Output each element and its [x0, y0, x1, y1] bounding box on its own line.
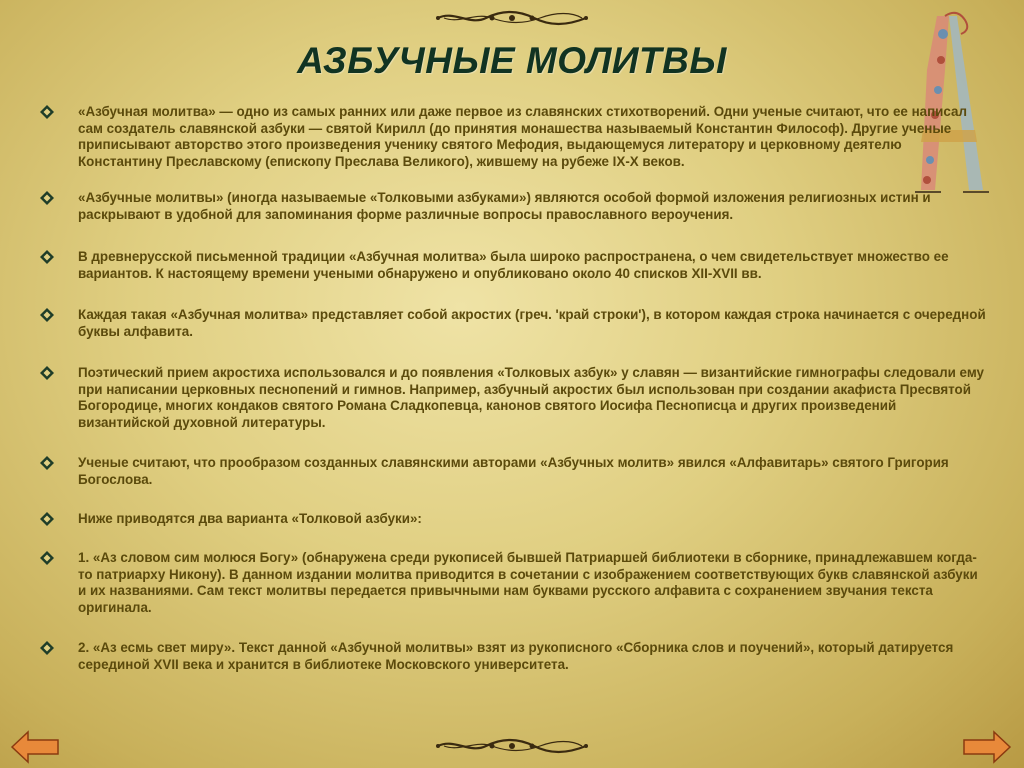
list-item-text: В древнерусской письменной традиции «Азбучная молитва» была широко распространена, о чем свидетельствует множество ее вариантов. К настоящему времени учеными обнаружено и опубликовано около 40 списков XII-XVII вв.	[78, 249, 949, 281]
list-item	[40, 455, 988, 511]
diamond-bullet-icon	[40, 641, 54, 655]
diamond-bullet-icon	[40, 250, 54, 264]
diamond-bullet-icon	[40, 512, 54, 526]
scroll-ornament-icon	[434, 8, 590, 28]
bullet-list	[40, 104, 988, 680]
list-item-text: Ниже приводятся два варианта «Толковой азбуки»:	[78, 511, 422, 526]
list-item	[40, 365, 988, 455]
list-item-text: Ученые считают, что прообразом созданных славянскими авторами «Азбучных молитв» явился «Алфавитарь» святого Григория Богослова.	[78, 455, 949, 487]
list-item	[40, 104, 988, 190]
arrow-right-icon[interactable]	[962, 730, 1012, 764]
list-item-text: «Азбучные молитвы» (иногда называемые «Толковыми азбуками») являются особой формой изложения религиозных истин и раскрывают в удобной для запоминания форме различные вопросы православного вероучения.	[78, 190, 931, 222]
diamond-bullet-icon	[40, 551, 54, 565]
list-item-text: Каждая такая «Азбучная молитва» представляет собой акростих (греч. 'край строки'), в котором каждая строка начинается с очередной буквы алфавита.	[78, 307, 986, 339]
slide-title: АЗБУЧНЫЕ МОЛИТВЫ	[297, 40, 727, 81]
list-item	[40, 511, 988, 550]
diamond-bullet-icon	[40, 105, 54, 119]
diamond-bullet-icon	[40, 191, 54, 205]
list-item	[40, 190, 988, 249]
diamond-bullet-icon	[40, 308, 54, 322]
list-item-text: 1. «Аз словом сим молюся Богу» (обнаружена среди рукописей бывшей Патриаршей библиотеки в сборнике, принадлежавшем когда-то патриарху Никону). В данном издании молитва приводится в сочетании с изображением соответствующих букв славянской азбуки и их названиями. Сам текст молитвы передается привычными нам буквами русского алфавита с сохранением звучания текста оригинала.	[78, 550, 978, 615]
list-item	[40, 307, 988, 365]
list-item-text: «Азбучная молитва» — одно из самых ранних или даже первое из славянских стихотворений. Одни ученые считают, что ее написал сам создатель славянской азбуки — святой Кирилл (до принятия монашества называемый Константин Философ). Другие ученые приписывают авторство этого произведения ученику святого Мефодия, выдающемуся литератору и церковному деятелю Константину Преславскому (епископу Преслава Великого), жившему на рубеже IX-X веков.	[78, 104, 967, 169]
list-item-text: 2. «Аз есмь свет миру». Текст данной «Азбучной молитвы» взят из рукописного «Сборника слов и поучений», который датируется серединой XVII века и хранится в библиотеке Московского университета.	[78, 640, 954, 672]
list-item-text: Поэтический прием акростиха использовался и до появления «Толковых азбук» у славян — византийские гимнографы следовали ему при написании церковных песнопений и гимнов. Например, азбучный акростих был использован при создании акафиста Пресвятой Богородице, многих кондаков святого Романа Сладкопевца, канонов святого Иосифа Песнописца и других произведений византийской духовной литературы.	[78, 365, 984, 430]
list-item	[40, 249, 988, 307]
list-item	[40, 550, 988, 640]
diamond-bullet-icon	[40, 456, 54, 470]
list-item	[40, 640, 988, 680]
arrow-left-icon[interactable]	[10, 730, 60, 764]
scroll-ornament-icon	[434, 736, 590, 756]
diamond-bullet-icon	[40, 366, 54, 380]
